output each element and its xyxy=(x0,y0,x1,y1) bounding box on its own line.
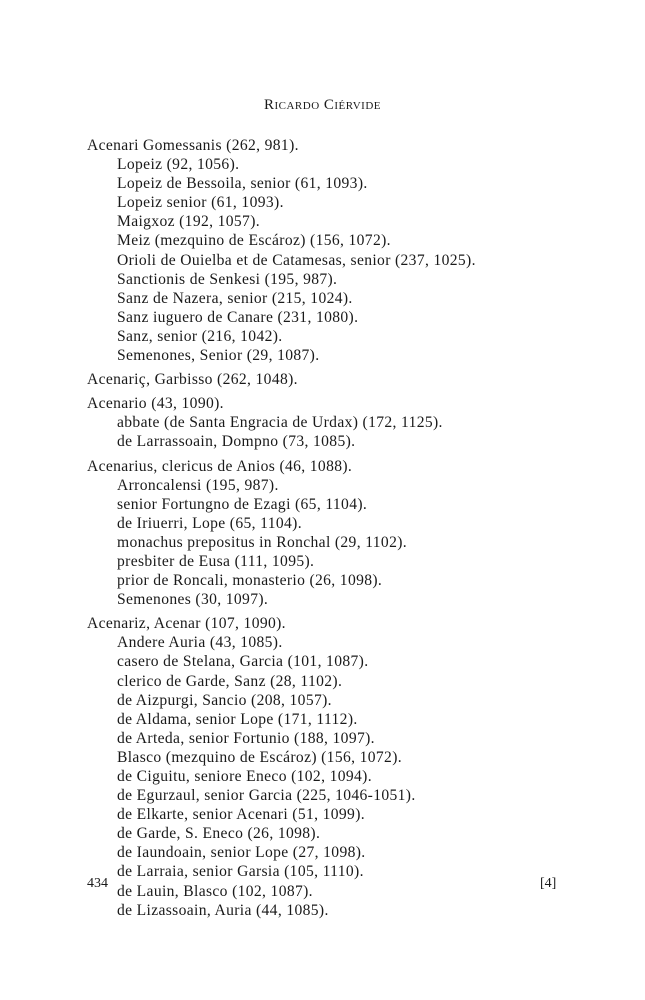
entry-subline: Sanz, senior (216, 1042). xyxy=(117,327,283,345)
index-entry xyxy=(87,394,607,451)
index-entry xyxy=(87,136,607,365)
entry-subline: abbate (de Santa Engracia de Urdax) (172, 1125). xyxy=(117,414,443,432)
entry-heading: Acenariç, Garbisso (262, 1048). xyxy=(87,371,298,389)
entry-heading: Acenarius, clericus de Anios (46, 1088). xyxy=(87,457,353,475)
entry-subline: de Iaundoain, senior Lope (27, 1098). xyxy=(117,844,366,862)
page-number: 434 xyxy=(87,876,108,891)
entry-subline: Sanz de Nazera, senior (215, 1024). xyxy=(117,289,353,307)
entry-subline: presbiter de Eusa (111, 1095). xyxy=(117,552,315,570)
entry-heading: Acenari Gomessanis (262, 981). xyxy=(87,137,299,154)
entry-subline: de Larraia, senior Garsia (105, 1110). xyxy=(117,863,364,881)
entry-subline: Lopeiz (92, 1056). xyxy=(117,156,240,174)
section-marker: [4] xyxy=(540,876,557,891)
entry-subline: Semenones (30, 1097). xyxy=(117,591,269,609)
entry-subline: de Lauin, Blasco (102, 1087). xyxy=(117,882,313,900)
entry-subline: Lopeiz senior (61, 1093). xyxy=(117,194,284,212)
index-entries xyxy=(87,136,607,925)
entry-subline: Lopeiz de Bessoila, senior (61, 1093). xyxy=(117,175,368,193)
entry-subline: Andere Auria (43, 1085). xyxy=(117,634,283,652)
entry-subline: de Aldama, senior Lope (171, 1112). xyxy=(117,710,358,728)
entry-subline: Semenones, Senior (29, 1087). xyxy=(117,347,320,365)
entry-subline: Blasco (mezquino de Escároz) (156, 1072). xyxy=(117,748,402,766)
entry-heading: Acenariz, Acenar (107, 1090). xyxy=(87,615,286,633)
entry-subline: de Iriuerri, Lope (65, 1104). xyxy=(117,514,302,532)
entry-subline: Orioli de Ouielba et de Catamesas, senior (237, 1025). xyxy=(117,251,476,269)
entry-subline: prior de Roncali, monasterio (26, 1098). xyxy=(117,572,383,590)
entry-subline: de Larrassoain, Dompno (73, 1085). xyxy=(117,433,356,451)
entry-subline: Sanctionis de Senkesi (195, 987). xyxy=(117,270,338,288)
entry-subline: de Lizassoain, Auria (44, 1085). xyxy=(117,901,329,919)
index-entry xyxy=(87,614,607,920)
index-entry xyxy=(87,370,607,389)
entry-subline: de Garde, S. Eneco (26, 1098). xyxy=(117,825,321,843)
entry-subline: de Egurzaul, senior Garcia (225, 1046-1051). xyxy=(117,787,416,805)
entry-subline: monachus prepositus in Ronchal (29, 1102). xyxy=(117,533,408,551)
entry-subline: Meiz (mezquino de Escároz) (156, 1072). xyxy=(117,232,391,250)
entry-subline: de Aizpurgi, Sancio (208, 1057). xyxy=(117,691,332,709)
entry-subline: Arroncalensi (195, 987). xyxy=(117,476,279,494)
entry-subline: de Elkarte, senior Acenari (51, 1099). xyxy=(117,806,365,824)
running-header: Ricardo Ciérvide xyxy=(263,97,382,113)
entry-subline: Maigxoz (192, 1057). xyxy=(117,213,260,231)
entry-subline: casero de Stelana, Garcia (101, 1087). xyxy=(117,653,369,671)
entry-subline: senior Fortungno de Ezagi (65, 1104). xyxy=(117,495,368,513)
entry-subline: clerico de Garde, Sanz (28, 1102). xyxy=(117,672,343,690)
entry-subline: Sanz iuguero de Canare (231, 1080). xyxy=(117,308,359,326)
entry-subline: de Ciguitu, seniore Eneco (102, 1094). xyxy=(117,768,372,785)
entry-heading: Acenario (43, 1090). xyxy=(87,395,224,413)
entry-subline: de Arteda, senior Fortunio (188, 1097). xyxy=(117,729,375,747)
index-entry xyxy=(87,457,607,610)
